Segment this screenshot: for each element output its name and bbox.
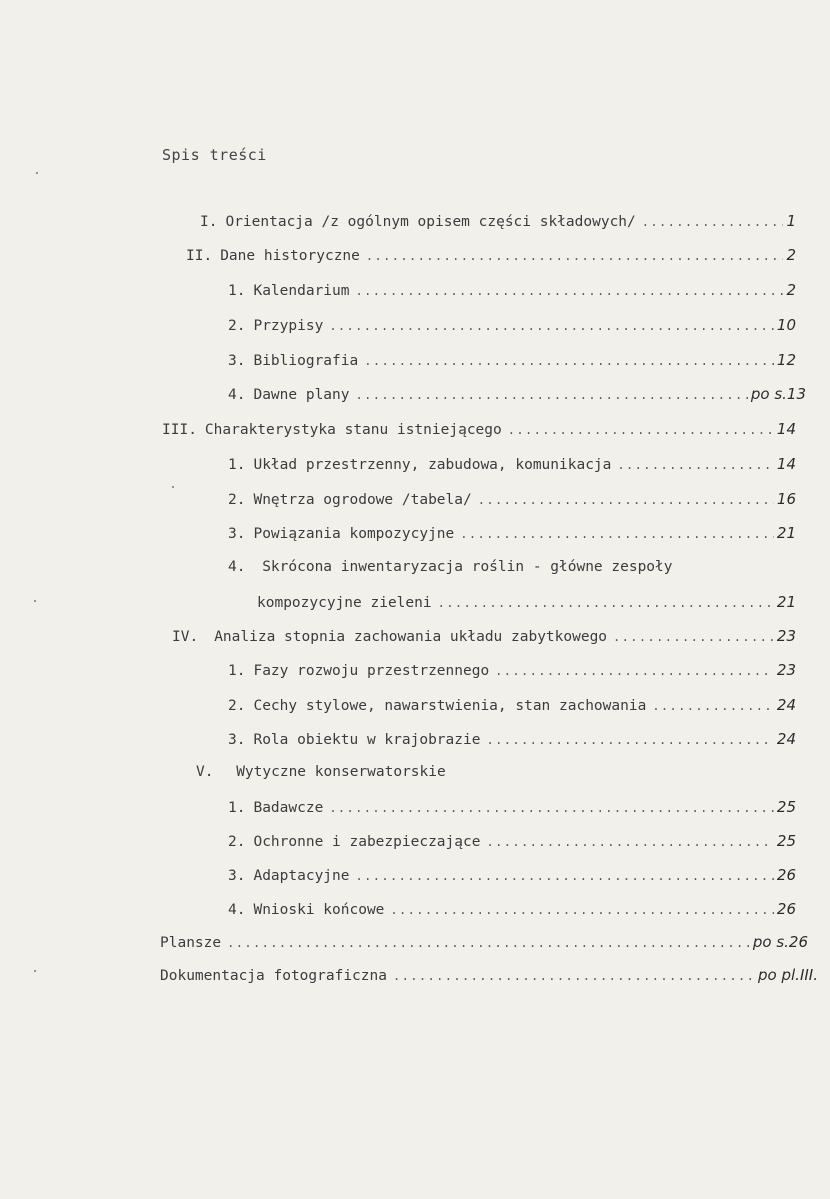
- toc-entry: [228, 798, 796, 820]
- leader-dots: [613, 630, 774, 644]
- leader-dots: [393, 969, 755, 983]
- entry-page: 2: [786, 281, 796, 299]
- entry-page: po s.13: [750, 385, 806, 403]
- leader-dots: [364, 354, 774, 368]
- entry-page: 14: [776, 455, 796, 473]
- entry-page: 2: [786, 246, 796, 264]
- entry-label: Przypisy: [253, 318, 324, 334]
- leader-dots: [478, 493, 774, 507]
- entry-label: Cechy stylowe, nawarstwienia, stan zachowania: [253, 698, 647, 714]
- entry-page: 21: [776, 524, 796, 542]
- entry-number: 4.: [228, 902, 246, 918]
- entry-label: kompozycyjne zieleni: [257, 595, 432, 611]
- toc-entry: [228, 900, 796, 922]
- entry-number: 2.: [228, 834, 246, 850]
- entry-page: po s.26: [752, 933, 808, 951]
- entry-page: po pl.III.: [758, 966, 818, 984]
- toc-entry: [200, 212, 796, 234]
- entry-page: 1: [786, 212, 796, 230]
- entry-page: 25: [776, 798, 796, 816]
- leader-dots: [227, 936, 750, 950]
- entry-label: Analiza stopnia zachowania układu zabytkowego: [214, 629, 608, 645]
- entry-number: 2.: [228, 318, 246, 334]
- toc-entry: [228, 832, 796, 854]
- entry-page: 24: [776, 730, 796, 748]
- leader-dots: [486, 835, 773, 849]
- entry-number: 1.: [228, 283, 246, 299]
- entry-label: Charakterystyka stanu istniejącego: [204, 422, 502, 438]
- entry-label: Powiązania kompozycyjne: [253, 526, 455, 542]
- toc-entry: [162, 420, 796, 442]
- leader-dots: [438, 596, 774, 610]
- leader-dots: [356, 284, 784, 298]
- toc-entry: [228, 559, 673, 581]
- entry-label: Badawcze: [253, 800, 324, 816]
- entry-number: 4.: [228, 559, 246, 575]
- entry-label: Bibliografia: [253, 353, 359, 369]
- entry-label: Wnętrza ogrodowe /tabela/: [253, 492, 472, 508]
- entry-number: 3.: [228, 868, 246, 884]
- entry-page: 26: [776, 900, 796, 918]
- leader-dots: [486, 733, 773, 747]
- toc-entry: [228, 866, 796, 888]
- leader-dots: [508, 423, 774, 437]
- paper-speck: [36, 172, 38, 174]
- page-title: Spis treści: [162, 146, 267, 164]
- entry-page: 21: [776, 593, 796, 611]
- toc-entry: [160, 933, 808, 955]
- leader-dots: [329, 801, 774, 815]
- entry-label: Orientacja /z ogólnym opisem części składowych/: [225, 214, 636, 230]
- toc-entry: [228, 524, 796, 546]
- entry-number: 3.: [228, 526, 246, 542]
- entry-number: V.: [196, 764, 214, 780]
- entry-number: 2.: [228, 492, 246, 508]
- entry-number: IV.: [172, 629, 199, 645]
- entry-page: 10: [776, 316, 796, 334]
- toc-entry: [228, 661, 796, 683]
- entry-label: Dawne plany: [253, 387, 350, 403]
- entry-label: Rola obiektu w krajobrazie: [253, 732, 481, 748]
- entry-label: Kalendarium: [253, 283, 350, 299]
- entry-page: 25: [776, 832, 796, 850]
- leader-dots: [390, 903, 773, 917]
- leader-dots: [366, 249, 784, 263]
- entry-page: 23: [776, 627, 796, 645]
- toc-entry: [228, 696, 796, 718]
- toc-entry-continuation: [257, 593, 796, 615]
- entry-number: 3.: [228, 732, 246, 748]
- entry-page: 16: [776, 490, 796, 508]
- entry-label: Wytyczne konserwatorskie: [236, 764, 446, 780]
- toc-entry: [228, 490, 796, 512]
- toc-entry: [186, 246, 796, 268]
- toc-entry: [228, 455, 796, 477]
- entry-label: Wnioski końcowe: [253, 902, 385, 918]
- leader-dots: [356, 869, 774, 883]
- entry-number: 4.: [228, 387, 246, 403]
- entry-number: 1.: [228, 457, 246, 473]
- entry-label: Układ przestrzenny, zabudowa, komunikacja: [253, 457, 612, 473]
- leader-dots: [356, 388, 748, 402]
- leader-dots: [495, 664, 774, 678]
- paper-speck: [34, 970, 36, 972]
- entry-number: 1.: [228, 800, 246, 816]
- leader-dots: [617, 458, 774, 472]
- entry-label: Dokumentacja fotograficzna: [160, 968, 387, 984]
- entry-page: 12: [776, 351, 796, 369]
- toc-entry: [228, 316, 796, 338]
- toc-entry: [228, 281, 796, 303]
- entry-label: Skrócona inwentaryzacja roślin - główne zespoły: [262, 559, 673, 575]
- entry-page: 26: [776, 866, 796, 884]
- toc-entry: [160, 966, 818, 988]
- leader-dots: [652, 699, 774, 713]
- entry-page: 14: [776, 420, 796, 438]
- entry-number: III.: [162, 422, 197, 438]
- entry-page: 24: [776, 696, 796, 714]
- toc-entry: [228, 351, 796, 373]
- entry-number: 3.: [228, 353, 246, 369]
- leader-dots: [329, 319, 774, 333]
- entry-page: 23: [776, 661, 796, 679]
- leader-dots: [642, 215, 784, 229]
- entry-number: 1.: [228, 663, 246, 679]
- entry-number: 2.: [228, 698, 246, 714]
- toc-entry: [228, 385, 806, 407]
- toc-entry: [196, 764, 446, 786]
- entry-label: Fazy rozwoju przestrzennego: [253, 663, 490, 679]
- entry-number: II.: [186, 248, 213, 264]
- paper-speck: [34, 600, 36, 602]
- entry-label: Ochronne i zabezpieczające: [253, 834, 481, 850]
- entry-label: Adaptacyjne: [253, 868, 350, 884]
- paper-speck: [172, 486, 174, 488]
- entry-number: I.: [200, 214, 218, 230]
- entry-label: Dane historyczne: [220, 248, 360, 264]
- entry-label: Plansze: [160, 935, 222, 951]
- toc-entry: [172, 627, 796, 649]
- leader-dots: [460, 527, 774, 541]
- toc-entry: [228, 730, 796, 752]
